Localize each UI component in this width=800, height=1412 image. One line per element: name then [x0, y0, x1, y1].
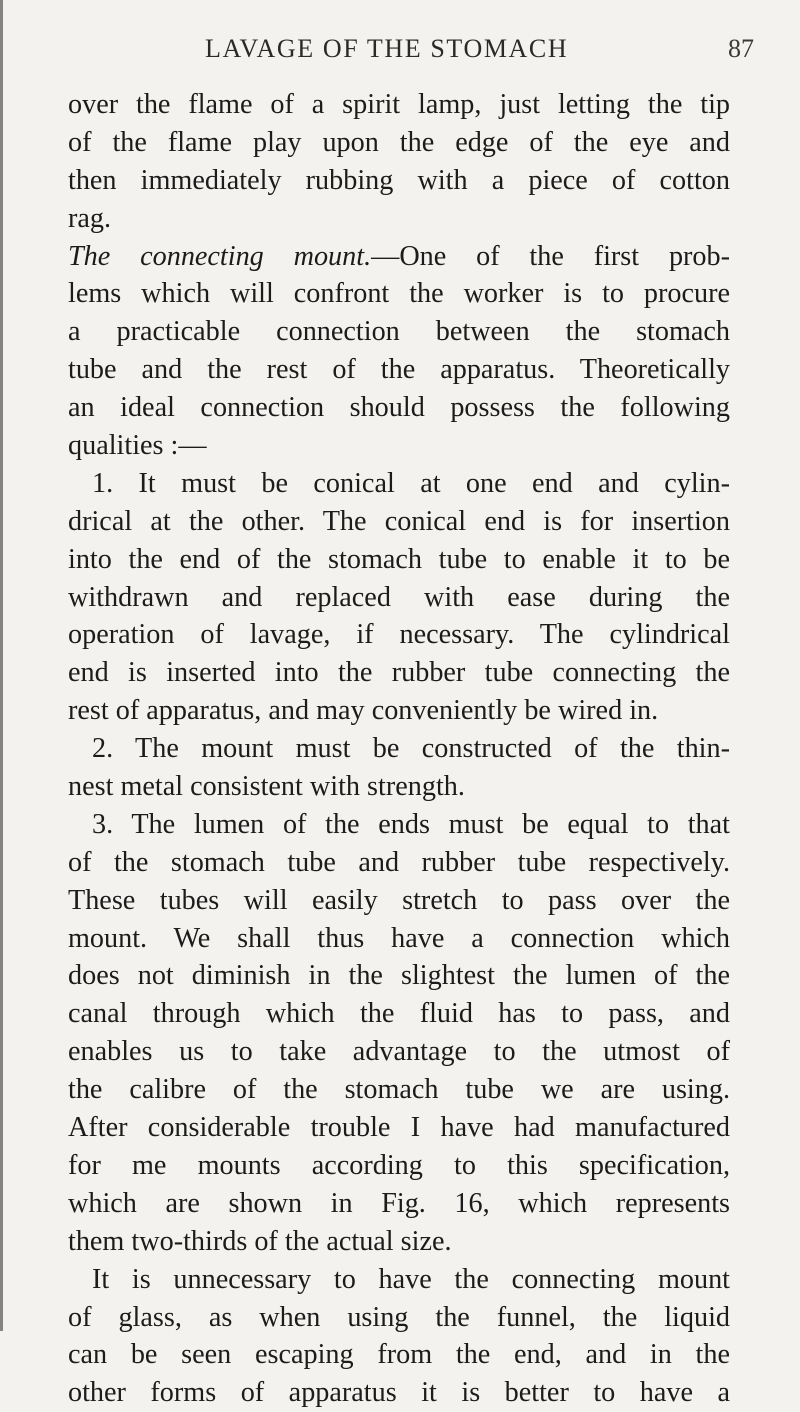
text-line — [68, 86, 730, 124]
running-title: LAVAGE OF THE STOMACH — [205, 34, 569, 63]
text-line — [68, 1109, 730, 1147]
running-head — [0, 34, 800, 68]
text-line — [68, 957, 730, 995]
text-line — [68, 1071, 730, 1109]
line-text: It is unnecessary to have the connecting mount — [92, 1263, 730, 1295]
text-line — [68, 920, 730, 958]
line-text: After considerable trouble I have had manufactured — [68, 1112, 730, 1144]
line-text: operation of lavage, if necessary. The cylindrical — [68, 619, 730, 651]
text-line — [68, 730, 730, 768]
text-line — [68, 427, 730, 465]
line-text: over the flame of a spirit lamp, just letting the tip — [68, 89, 730, 120]
line-text: end is inserted into the rubber tube connecting the — [68, 657, 730, 689]
text-line — [68, 768, 730, 806]
line-text: does not diminish in the slightest the lumen of the — [68, 960, 730, 992]
line-text: a practicable connection between the stomach — [68, 316, 730, 348]
text-line — [68, 616, 730, 654]
text-line — [68, 995, 730, 1033]
line-text: then immediately rubbing with a piece of cotton — [68, 164, 730, 196]
line-text: canal through which the fluid has to pass, and — [68, 998, 730, 1030]
text-line — [68, 806, 730, 844]
text-line — [68, 844, 730, 882]
text-line — [68, 124, 730, 162]
text-line — [68, 200, 730, 238]
line-text: nest metal consistent with strength. — [68, 771, 465, 803]
text-line — [68, 654, 730, 692]
line-text: of glass, as when using the funnel, the liquid — [68, 1301, 730, 1333]
line-text: rest of apparatus, and may conveniently be wired in. — [68, 695, 659, 727]
line-text: withdrawn and replaced with ease during the — [68, 581, 730, 613]
text-line — [68, 275, 730, 313]
text-line — [68, 503, 730, 541]
text-line — [68, 579, 730, 617]
text-line — [68, 1033, 730, 1071]
line-text: the calibre of the stomach tube we are using. — [68, 1074, 730, 1106]
body-text — [68, 86, 730, 1412]
line-text: other forms of apparatus it is better to have a — [68, 1377, 730, 1409]
text-line — [68, 238, 730, 276]
text-line — [68, 692, 730, 730]
line-text: of the stomach tube and rubber tube respectively. — [68, 846, 730, 878]
text-line — [68, 1185, 730, 1223]
text-line — [68, 541, 730, 579]
line-text: 2. The mount must be constructed of the thin- — [92, 733, 730, 765]
line-text: 3. The lumen of the ends must be equal to that — [92, 808, 730, 840]
line-text: can be seen escaping from the end, and in the — [68, 1339, 730, 1371]
line-text: of the flame play upon the edge of the eye and — [68, 126, 730, 158]
text-line — [68, 465, 730, 503]
line-text: qualities :— — [68, 430, 207, 462]
line-text: lems which will confront the worker is to procure — [68, 278, 730, 310]
line-text: an ideal connection should possess the following — [68, 392, 730, 424]
line-text: —One of the first prob- — [371, 240, 730, 272]
page-binding-edge — [0, 0, 3, 1331]
text-line — [68, 882, 730, 920]
line-text: These tubes will easily stretch to pass over the — [68, 884, 730, 916]
page-number: 87 — [728, 34, 754, 63]
line-text: for me mounts according to this specification, — [68, 1149, 730, 1181]
line-text: them two-thirds of the actual size. — [68, 1225, 452, 1257]
text-line — [68, 1147, 730, 1185]
text-line — [68, 1336, 730, 1374]
text-line — [68, 1261, 730, 1299]
line-text: drical at the other. The conical end is for insertion — [68, 505, 730, 537]
text-line — [68, 313, 730, 351]
line-text: tube and the rest of the apparatus. Theoretically — [68, 354, 730, 386]
text-line — [68, 162, 730, 200]
text-line — [68, 1374, 730, 1412]
text-line — [68, 351, 730, 389]
text-line — [68, 1223, 730, 1261]
section-heading: The connecting mount. — [68, 240, 372, 272]
line-text: 1. It must be conical at one end and cylin- — [92, 467, 730, 499]
line-text: mount. We shall thus have a connection which — [68, 922, 730, 954]
line-text: into the end of the stomach tube to enable it to be — [68, 543, 730, 575]
line-text: rag. — [68, 202, 112, 234]
line-text: enables us to take advantage to the utmost of — [68, 1036, 730, 1068]
text-line — [68, 389, 730, 427]
line-text: which are shown in Fig. 16, which represents — [68, 1187, 730, 1219]
